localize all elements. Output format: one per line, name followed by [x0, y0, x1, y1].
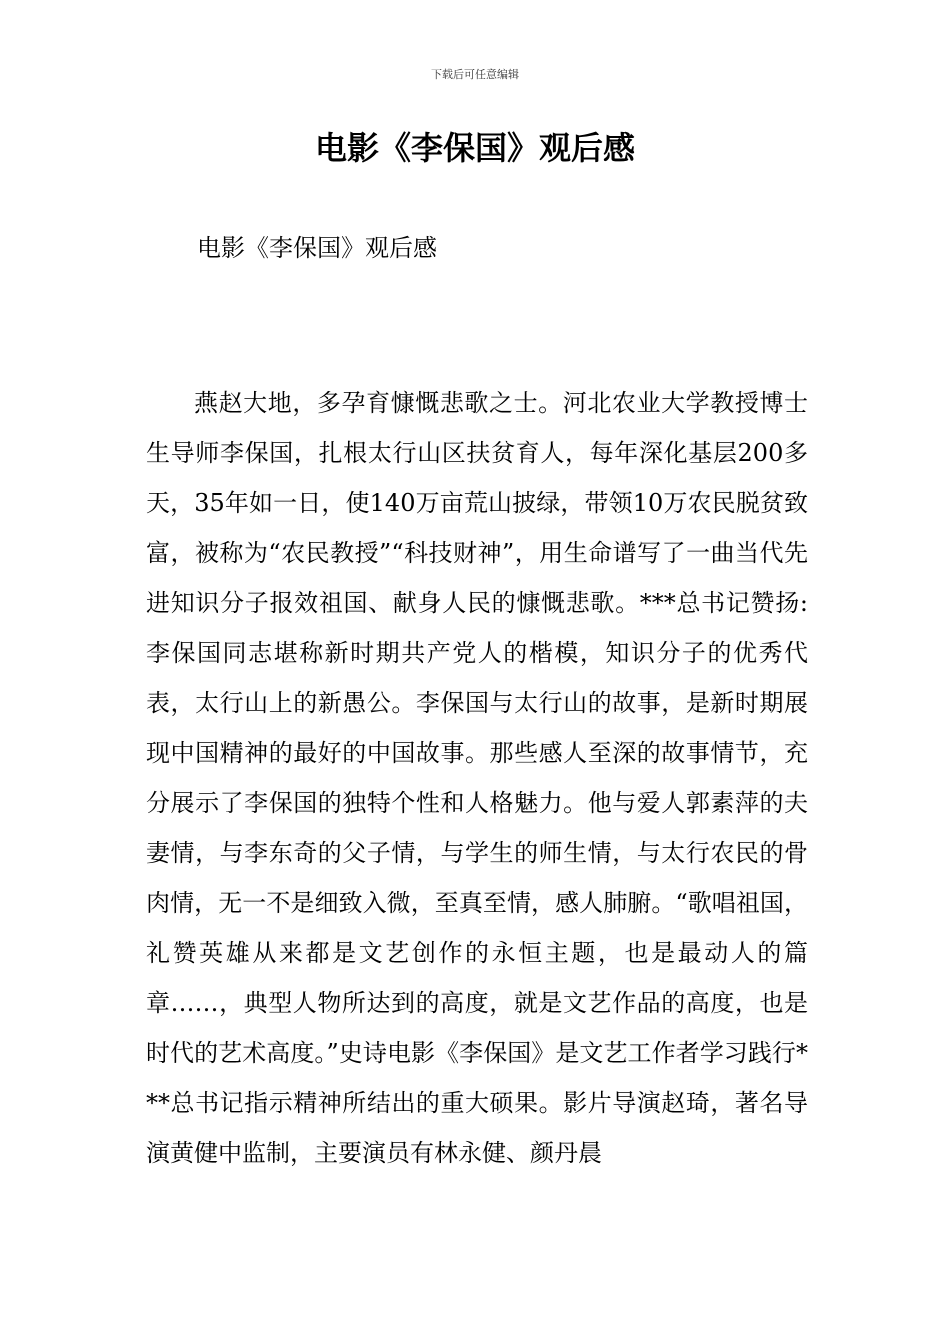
page-title: 电影《李保国》观后感: [314, 129, 635, 167]
body-paragraph: 燕赵大地，多孕育慷慨悲歌之士。河北农业大学教授博士生导师李保国，扎根太行山区扶贫育人，每年深化基层200多天，35年如一日，使140万亩荒山披绿，带领10万农民脱贫致富，被称为“农民教授”“科技财神”，用生命谱写了一曲当代先进知识分子报效祖国、献身人民的慷慨悲歌。***总书记赞扬:李保国同志堪称新时期共产党人的楷模，知识分子的优秀代表，太行山上的新愚公。李保国与太行山的故事，是新时期展现中国精神的最好的中国故事。那些感人至深的故事情节，充分展示了李保国的独特个性和人格魅力。他与爱人郭素萍的夫妻情，与李东奇的父子情，与学生的师生情，与太行农民的骨肉情，无一不是细致入微，至真至情，感人肺腑。“歌唱祖国，礼赞英雄从来都是文艺创作的永恒主题，也是最动人的篇章……，典型人物所达到的高度，就是文艺作品的高度，也是时代的艺术高度。”史诗电影《李保国》是文艺工作者学习践行***总书记指示精神所结出的重大硕果。影片导演赵琦，著名导演黄健中监制，主要演员有林永健、颜丹晨: [146, 389, 808, 1167]
document-subtitle: 电影《李保国》观后感: [197, 234, 437, 262]
header-note: 下载后可任意编辑: [431, 68, 519, 81]
